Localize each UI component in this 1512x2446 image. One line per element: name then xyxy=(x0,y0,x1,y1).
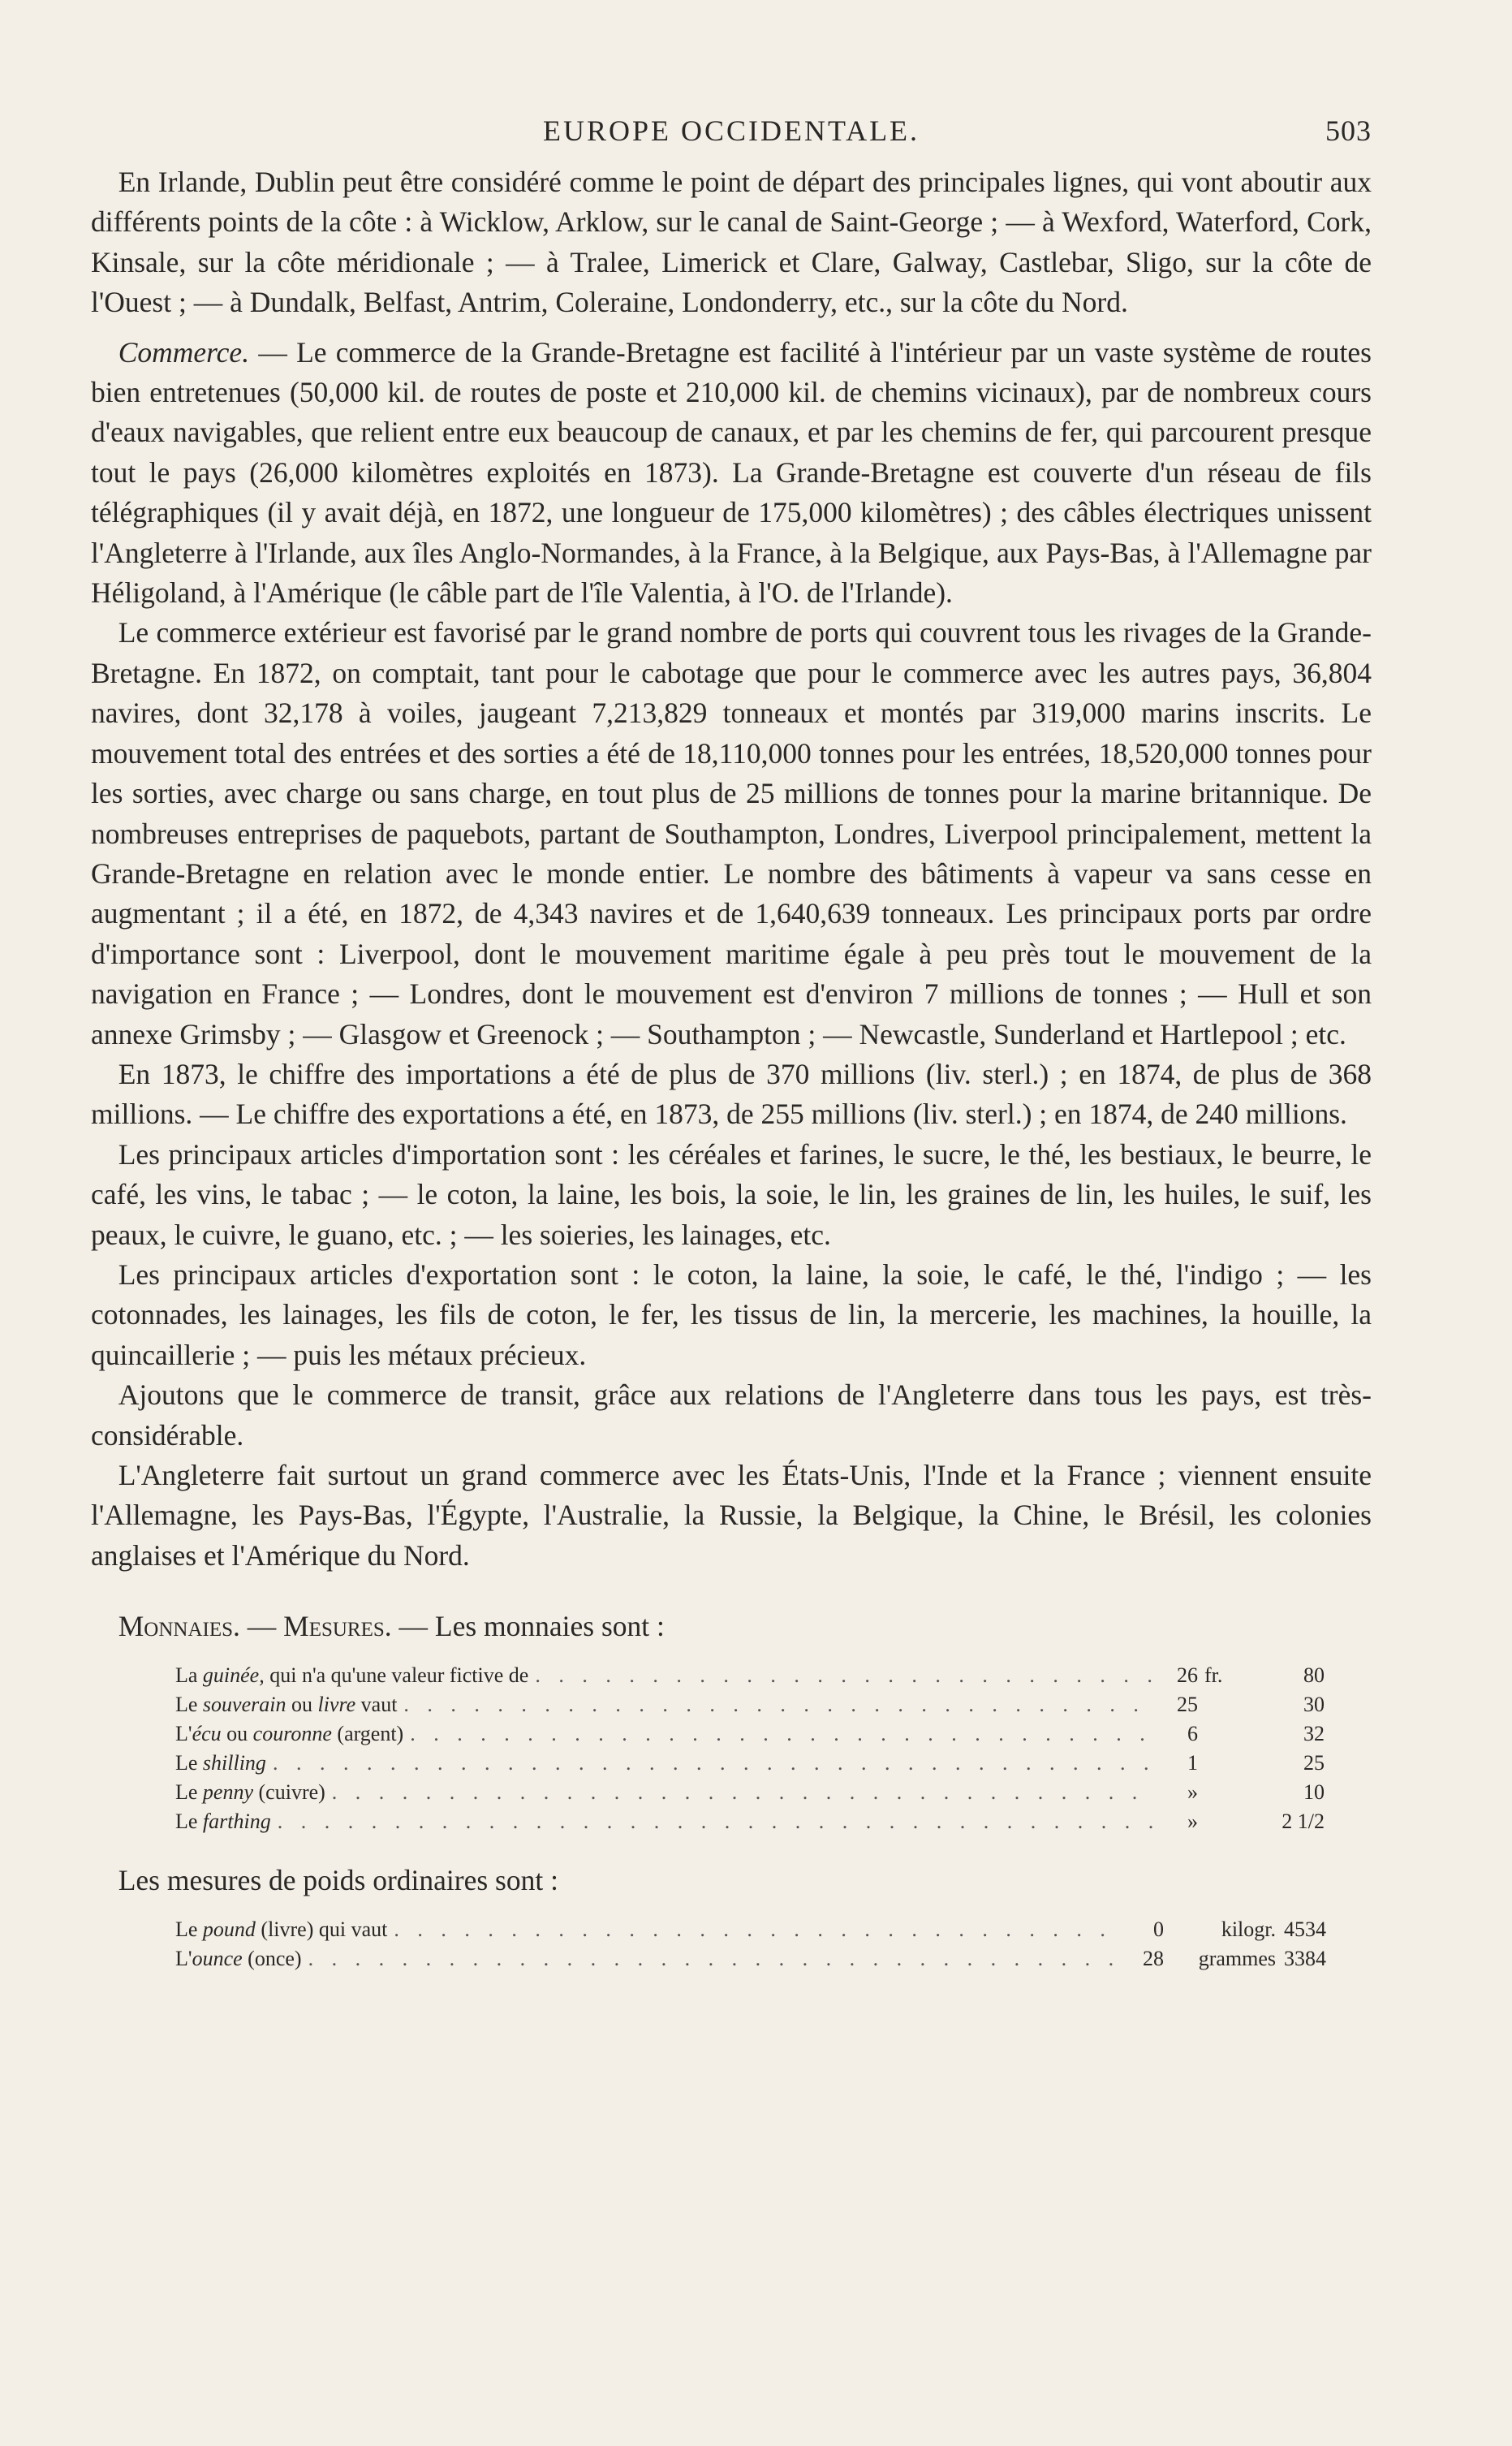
value-francs: » xyxy=(1187,1780,1198,1805)
paragraph: Les principaux articles d'importation sont : les céréales et farines, le sucre, le thé, les bestiaux, le beurre, le café, les vins, le tabac ; — le coton, la laine, les bois, la soie, le lin, les graines de lin, les huiles, le suif, les peaux, le cuivre, le guano, etc. ; — les soieries, les lainages, etc. xyxy=(91,1137,1372,1251)
value-centimes: 80 xyxy=(1303,1663,1325,1688)
coin-term: penny xyxy=(202,1780,254,1805)
coin-term: écu xyxy=(192,1722,222,1746)
value-centimes: 2 1/2 xyxy=(1282,1810,1325,1834)
decimal: 3384 xyxy=(1284,1947,1326,1971)
dot-leader xyxy=(278,1807,1152,1836)
paragraph-text: — Le commerce de la Grande-Bretagne est facilité à l'intérieur par un vaste système de routes bien entretenues (50,000 kil. de routes de poste et 210,000 kil. de chemins vicinaux), par de nombreux cours d'eaux navigables, que relient entre eux beaucoup de canaux, et par les chemins de fer, qui parcourent presque tout le pays (26,000 kilomètres exploités en 1873). La Grande-Bretagne est couverte d'un réseau de fils télégraphiques (il y avait déjà, en 1872, une longueur de 175,000 kilomètres) ; des câbles électriques unissent l'Angleterre à l'Irlande, aux îles Anglo-Normandes, à la France, à la Belgique, aux Pays-Bas, à l'Allemagne par Héligoland, à l'Amérique (le câble part de l'île Valentia, à l'O. de l'Irlande). xyxy=(91,335,1372,610)
unit: grammes xyxy=(1198,1947,1276,1971)
paragraph: Ajoutons que le commerce de transit, grâce aux relations de l'Angleterre dans tous les pays, est très-considérable. xyxy=(91,1378,1372,1452)
table-row xyxy=(175,1749,1325,1778)
page xyxy=(91,106,1372,1974)
dash: — xyxy=(239,1610,284,1643)
dot-leader xyxy=(273,1749,1152,1778)
coin-term: shilling xyxy=(202,1751,266,1775)
paragraph: Le commerce extérieur est favorisé par le grand nombre de ports qui couvrent tous les rivages de la Grande-Bretagne. En 1872, on comptait, tant pour le cabotage que pour le commerce avec les autres pays, 36,804 navires, dont 32,178 à voiles, jaugeant 7,213,829 tonneaux et montés par 319,000 marins inscrits. Le mouvement total des entrées et des sorties a été de 18,110,000 tonnes pour les entrées, 18,520,000 tonnes pour les sorties, avec charge ou sans charge, en tout plus de 25 millions de tonnes pour la marine britannique. De nombreuses entreprises de paquebots, partant de Southampton, Londres, Liverpool principalement, mettent la Grande-Bretagne en relation avec le monde entier. Le nombre des bâtiments à vapeur va sans cesse en augmentant ; il a été, en 1872, de 4,343 navires et de 1,640,639 tonneaux. Les principaux ports par ordre d'importance sont : Liverpool, dont le mouvement maritime égale à peu près tout le mouvement de la navigation en France ; — Londres, dont le mouvement est d'environ 7 millions de tonnes ; — Hull et son annexe Grimsby ; — Glasgow et Greenock ; — Southampton ; — Newcastle, Sunderland et Hartlepool ; etc. xyxy=(91,616,1372,1050)
value-francs: 1 xyxy=(1187,1751,1198,1775)
paragraph: L'Angleterre fait surtout un grand commerce avec les États-Unis, l'Inde et la France ; viennent ensuite l'Allemagne, les Pays-Bas, l'Égypte, l'Australie, la Russie, la Belgique, la Chine, le Brésil, les colonies anglaises et l'Amérique du Nord. xyxy=(91,1459,1372,1572)
value-centimes: 32 xyxy=(1303,1722,1325,1746)
value-francs: » xyxy=(1187,1810,1198,1834)
weight-value: 28 xyxy=(1143,1947,1164,1971)
dot-leader xyxy=(308,1944,1125,1974)
section-heading: Mesures. xyxy=(283,1610,392,1643)
value-centimes: 30 xyxy=(1303,1693,1325,1717)
coins-intro xyxy=(91,1607,1372,1646)
dot-leader xyxy=(403,1690,1152,1719)
table-row xyxy=(175,1719,1325,1749)
table-row xyxy=(175,1778,1325,1807)
dot-leader xyxy=(410,1719,1152,1749)
body-text xyxy=(91,162,1372,1576)
row-label: Le shilling xyxy=(175,1751,266,1775)
weights-table xyxy=(91,1915,1372,1974)
weights-intro: Les mesures de poids ordinaires sont : xyxy=(118,1864,558,1897)
unit: kilogr. xyxy=(1221,1918,1276,1942)
value-francs: 25 xyxy=(1177,1693,1198,1717)
row-label: L'ounce (once) xyxy=(175,1947,302,1971)
weight-unit xyxy=(1164,1915,1326,1944)
paragraph: Les principaux articles d'exportation sont : le coton, la laine, la soie, le café, le thé, l'indigo ; — les cotonnades, les lainages, les fils de coton, le fer, les tissus de lin, la mercerie, les machines, la houille, la quincaillerie ; — puis les métaux précieux. xyxy=(91,1258,1372,1371)
row-label: Le farthing xyxy=(175,1810,271,1834)
paragraph: En Irlande, Dublin peut être considéré comme le point de départ des principales lignes, qui vont aboutir aux différents points de la côte : à Wicklow, Arklow, sur le canal de Saint-George ; — à Wexford, Waterford, Cork, Kinsale, sur la côte méridionale ; — à Tralee, Limerick et Clare, Galway, Castlebar, Sligo, sur la côte de l'Ouest ; — à Dundalk, Belfast, Antrim, Coleraine, Londonderry, etc., sur la côte du Nord. xyxy=(91,166,1372,319)
section-heading: Commerce. xyxy=(118,335,250,369)
dot-leader xyxy=(332,1778,1152,1807)
coin-term: couronne xyxy=(252,1722,332,1746)
row-label: Le souverain ou livre vaut xyxy=(175,1693,398,1717)
intro-text: — Les monnaies sont : xyxy=(391,1610,665,1643)
value-centimes: 10 xyxy=(1303,1780,1325,1805)
dot-leader xyxy=(535,1661,1152,1690)
dot-leader xyxy=(394,1915,1125,1944)
coins-table xyxy=(91,1661,1372,1836)
section-heading: Monnaies. xyxy=(118,1610,240,1643)
decimal: 4534 xyxy=(1284,1918,1326,1942)
page-header xyxy=(91,106,1372,162)
table-row xyxy=(175,1807,1325,1836)
table-row xyxy=(175,1944,1326,1974)
coin-term: souverain xyxy=(202,1693,286,1717)
page-number: 503 xyxy=(1325,114,1372,147)
running-title: EUROPE OCCIDENTALE. xyxy=(542,114,920,147)
weight-value: 0 xyxy=(1153,1918,1164,1942)
weight-term: ounce xyxy=(192,1947,243,1971)
coin-term: livre xyxy=(317,1693,356,1717)
row-label: L'écu ou couronne (argent) xyxy=(175,1722,404,1746)
unit: fr. xyxy=(1204,1663,1223,1688)
row-label: La guinée, qui n'a qu'une valeur fictive de xyxy=(175,1663,529,1688)
value-centimes: 25 xyxy=(1303,1751,1325,1775)
weight-term: pound xyxy=(202,1918,256,1942)
table-row xyxy=(175,1915,1326,1944)
table-row xyxy=(175,1661,1325,1690)
value-francs: 6 xyxy=(1187,1722,1198,1746)
value-francs: 26 xyxy=(1177,1663,1198,1688)
row-label: Le penny (cuivre) xyxy=(175,1780,325,1805)
weight-unit xyxy=(1164,1944,1326,1974)
table-row xyxy=(175,1690,1325,1719)
coin-term: guinée, xyxy=(202,1663,265,1688)
row-label: Le pound (livre) qui vaut xyxy=(175,1918,388,1942)
coin-term: farthing xyxy=(202,1810,271,1834)
paragraph-commerce xyxy=(91,333,1372,614)
paragraph: En 1873, le chiffre des importations a été de plus de 370 millions (liv. sterl.) ; en 1874, de plus de 368 millions. — Le chiffre des exportations a été, en 1873, de 255 millions (liv. sterl.) ; en 1874, de 240 millions. xyxy=(91,1057,1372,1131)
